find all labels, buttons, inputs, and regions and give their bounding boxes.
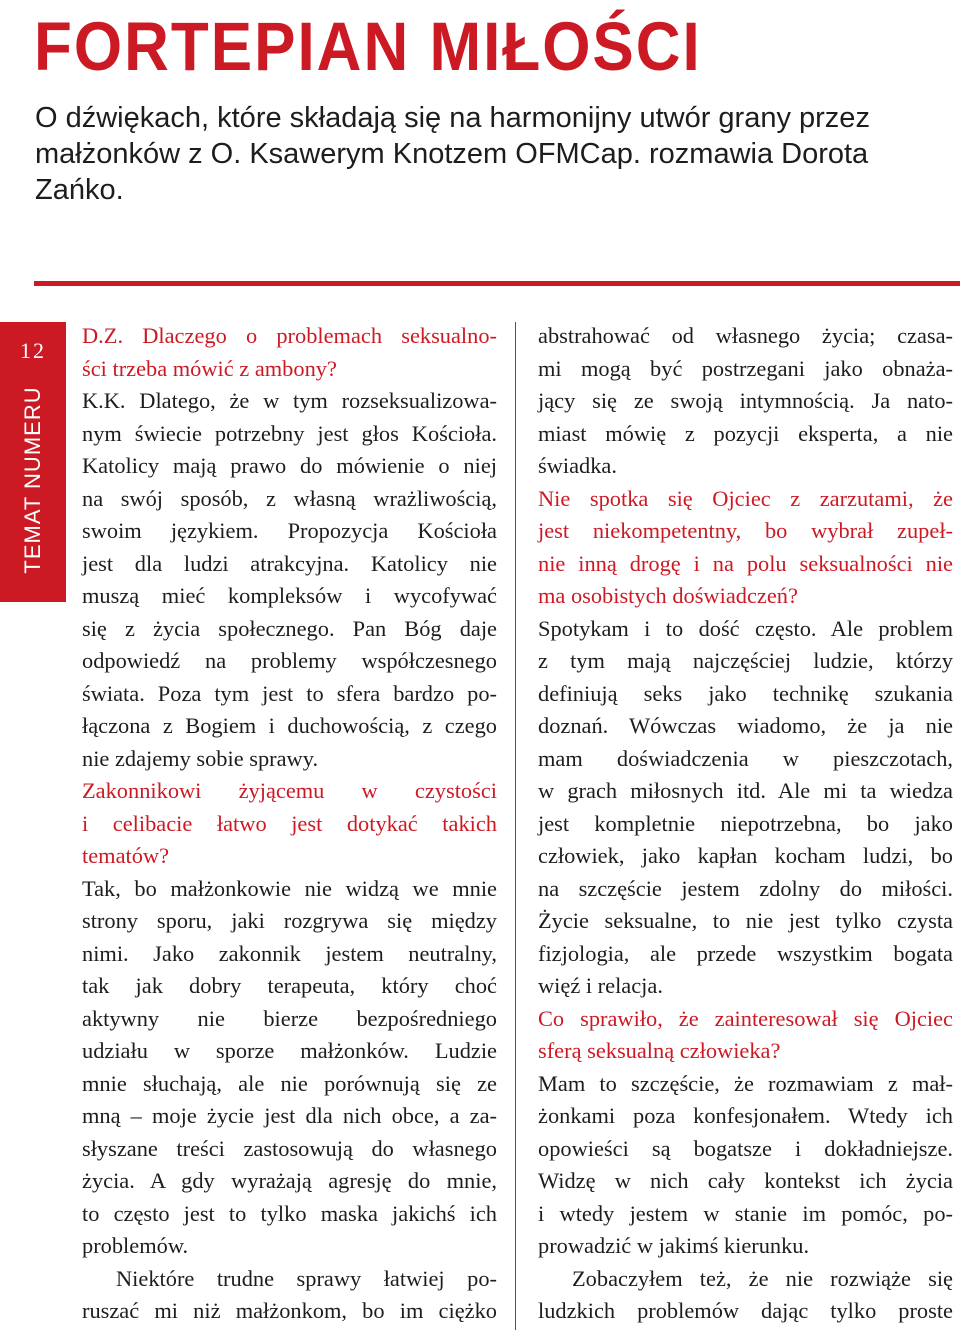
answer-line: tak jak dobry terapeuta, który choć <box>82 973 497 998</box>
answer-line: Mam to szczęście, że rozmawiam z mał- <box>538 1070 953 1096</box>
question-line: tematów? <box>82 843 170 868</box>
answer-line: Zobaczyłem też, że nie rozwiąże się <box>572 1265 953 1291</box>
answer-line: strony sporu, jaki rozgrywa się między <box>82 908 497 933</box>
answer-line: i wtedy jestem w stanie im pomóc, po- <box>538 1200 953 1226</box>
answer-line: na swój sposób, z własną wrażliwością, <box>82 485 497 511</box>
answer-line: z tym mają najczęściej ludzie, którzy <box>538 648 953 673</box>
section-label: TEMAT NUMERU <box>20 386 45 574</box>
answer-line: miast mówię z pozycji eksperta, a nie <box>538 420 953 446</box>
answer-line: jący się ze swoją intymnością. Ja nato- <box>538 388 953 413</box>
answer-line: K.K. Dlatego, że w tym rozseksualizowa- <box>82 388 497 413</box>
question-line: ści trzeba mówić z ambony? <box>82 355 337 381</box>
answer-line: Życie seksualne, to nie jest tylko czysta <box>538 908 953 933</box>
answer-line: Niektóre trudne sprawy łatwiej po- <box>116 1265 497 1291</box>
question-line: nie inną drogę i na polu seksualności nie <box>538 550 953 576</box>
answer-line: się z życia społecznego. Pan Bóg daje <box>82 615 497 641</box>
header-rule <box>34 281 960 286</box>
answer-line: słyszane treści zastosowują do własnego <box>82 1135 497 1161</box>
answer-line: nym świecie potrzebny jest głos Kościoła. <box>82 420 497 446</box>
article-title: FORTEPIAN MIŁOŚCI <box>34 9 702 86</box>
answer-line: w grach miłosnych itd. Ale mi ta wiedza <box>538 778 953 803</box>
answer-line: mam doświadczenia w pieszczotach, <box>538 745 953 771</box>
question-line: ma osobistych doświadczeń? <box>538 583 798 608</box>
answer-line: swoim językiem. Propozycja Kościoła <box>82 518 497 543</box>
answer-line: jest dla ludzi atrakcyjna. Katolicy nie <box>82 550 497 576</box>
answer-line: świata. Poza tym jest to sfera bardzo po- <box>82 680 497 706</box>
answer-line: to często jest to tylko maska jakichś ich <box>82 1200 497 1226</box>
answer-line: jest kompletnie niepotrzebna, bo jako <box>538 810 953 836</box>
question-line: jest niekompetentny, bo wybrał zupeł- <box>538 518 953 543</box>
answer-line: doznań. Wówczas wiadomo, że ja nie <box>538 713 953 738</box>
text-column-right <box>538 320 953 1328</box>
question-line: Zakonnikowi żyjącemu w czystości <box>82 778 497 803</box>
question-line: i celibacie łatwo jest dotykać takich <box>82 810 497 836</box>
answer-line: definiują seks jako technikę szukania <box>538 680 953 706</box>
answer-line: fizjologia, ale przede wszystkim bogata <box>538 940 953 966</box>
answer-line: człowiek, jako kapłan kocham ludzi, bo <box>538 843 953 868</box>
answer-line: życia. A gdy wyrażają agresję do mnie, <box>82 1168 497 1193</box>
answer-line: Katolicy mają prawo do mówienie o niej <box>82 453 497 478</box>
answer-line: więź i relacja. <box>538 973 663 998</box>
question-line: Co sprawiło, że zainteresował się Ojciec <box>538 1005 953 1031</box>
answer-line: ludzkich problemów dając tylko proste <box>538 1298 953 1323</box>
question-line: Nie spotka się Ojciec z zarzutami, że <box>538 485 953 511</box>
answer-line: mną – moje życie jest dla nich obce, a za- <box>82 1103 497 1128</box>
answer-line: muszą mieć kompleksów i wycofywać <box>82 583 497 608</box>
answer-line: ruszać mi niż małżonkom, bo im ciężko <box>82 1298 497 1323</box>
answer-line: mi mogą być postrzegani jako obnaża- <box>538 355 953 381</box>
column-divider <box>515 322 516 1330</box>
answer-line: łączona z Bogiem i duchowością, z czego <box>82 713 497 738</box>
answer-line: problemów. <box>82 1233 189 1258</box>
answer-line: opowieści są bogatsze i dokładniejsze. <box>538 1135 953 1161</box>
answer-line: abstrahować od własnego życia; czasa- <box>538 323 953 348</box>
answer-line: aktywny nie bierze bezpośredniego <box>82 1005 497 1031</box>
answer-line: Tak, bo małżonkowie nie widzą we mnie <box>82 875 497 901</box>
answer-line: mnie słuchają, ale nie porównują się ze <box>82 1070 497 1096</box>
answer-line: Spotykam i to dość często. Ale problem <box>538 615 953 641</box>
answer-line: nie zdajemy sobie sprawy. <box>82 745 319 771</box>
answer-line: Widzę w nich cały kontekst ich życia <box>538 1168 953 1193</box>
answer-line: świadka. <box>538 453 617 478</box>
answer-line: na szczęście jestem zdolny do miłości. <box>538 875 953 901</box>
page-number: 12 <box>20 338 46 363</box>
question-line: sferą seksualną człowieka? <box>538 1038 781 1063</box>
answer-line: odpowiedź na problemy współczesnego <box>82 648 497 673</box>
answer-line: prowadzić w jakimś kierunku. <box>538 1233 810 1258</box>
answer-line: udziału w sporze małżonków. Ludzie <box>82 1038 497 1063</box>
article-lead: O dźwiękach, które składają się na harmonijny utwór grany przez małżonków z O. Ksawerym Knotzem OFMCap. rozmawia Dorota Zańko. <box>35 102 870 206</box>
answer-line: żonkami poza konfesjonałem. Wtedy ich <box>538 1103 953 1128</box>
answer-line: nimi. Jako zakonnik jestem neutralny, <box>82 940 497 966</box>
question-line: D.Z. Dlaczego o problemach seksualno- <box>82 323 497 348</box>
text-column-left <box>82 320 497 1328</box>
